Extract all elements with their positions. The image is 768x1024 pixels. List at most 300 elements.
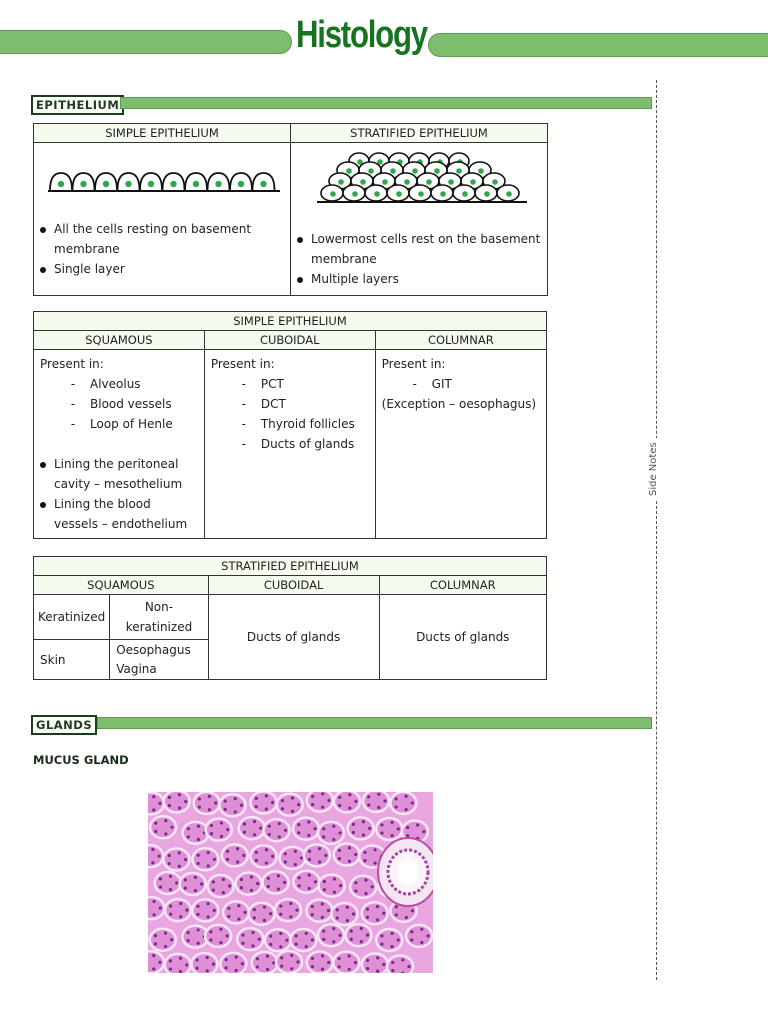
keratinized-site: Skin [34, 640, 110, 680]
acinus-nucleus [322, 835, 325, 838]
acinus-nucleus [226, 858, 229, 861]
acinus-nucleus [348, 954, 351, 957]
stratified-epithelium-drawing [291, 143, 547, 213]
acinus-nucleus [240, 878, 243, 881]
acinus-nucleus [348, 806, 351, 809]
acinus-nucleus [327, 909, 330, 912]
acinus-nucleus [206, 956, 209, 959]
acinus-nucleus [168, 804, 171, 807]
acinus-nucleus [151, 848, 154, 851]
acinus-nucleus [236, 847, 239, 850]
acinus-nucleus [243, 831, 246, 834]
acinus-nucleus [265, 848, 268, 851]
acinus-nucleus [354, 961, 357, 964]
cell-nucleus [352, 191, 358, 197]
acinus-nucleus [367, 803, 370, 806]
acinus-nucleus [296, 960, 299, 963]
acinus-nucleus [352, 823, 355, 826]
acinus-nucleus [294, 942, 297, 945]
acinus-nucleus [321, 968, 324, 971]
cell-nucleus [418, 191, 424, 197]
acinus-nucleus [256, 957, 259, 960]
cell-nucleus [484, 191, 490, 197]
acinus-nucleus [348, 860, 351, 863]
acinus-nucleus [324, 854, 327, 857]
acinus-nucleus [178, 851, 181, 854]
acinus-nucleus [184, 800, 187, 803]
acinus-nucleus [289, 902, 292, 905]
columnar-cell [375, 350, 546, 539]
acinus-nucleus [333, 877, 336, 880]
acinus-nucleus [290, 954, 293, 957]
acinus-nucleus [322, 827, 325, 830]
acinus-nucleus [280, 956, 283, 959]
cell-nucleus [330, 191, 336, 197]
acinus [148, 845, 163, 867]
acinus-nucleus [377, 806, 380, 809]
epithelium-section-bar [120, 97, 652, 109]
acinus-nucleus [196, 967, 199, 970]
acinus-nucleus [212, 963, 215, 966]
acinus-nucleus [169, 967, 172, 970]
acinus-nucleus [350, 938, 353, 941]
acinus-nucleus [280, 965, 283, 968]
acinus-nucleus [243, 822, 246, 825]
non-keratinized-sites [110, 640, 208, 680]
acinus-nucleus [390, 821, 393, 824]
acinus-nucleus [234, 797, 237, 800]
simple-point: All the cells resting on basement membrane [54, 219, 284, 259]
keratinized-label: Keratinized [34, 595, 110, 640]
stratified-header: STRATIFIED EPITHELIUM [291, 124, 548, 143]
acinus-nucleus [279, 913, 282, 916]
acinus-nucleus [406, 834, 409, 837]
acinus-nucleus [214, 801, 217, 804]
acinus-nucleus [277, 874, 280, 877]
acinus-nucleus [200, 882, 203, 885]
acinus-nucleus [382, 963, 385, 966]
acinus-nucleus [376, 970, 379, 973]
acinus-nucleus [170, 938, 173, 941]
acinus-nucleus [269, 912, 272, 915]
acinus-nucleus [311, 913, 314, 916]
squamous-points [40, 454, 198, 534]
acinus-nucleus [266, 955, 269, 958]
acinus-nucleus [279, 932, 282, 935]
acinus-nucleus [354, 881, 357, 884]
acinus-nucleus [269, 943, 272, 946]
simple-epithelium-table [33, 311, 547, 539]
acinus-nucleus [159, 907, 162, 910]
acinus-nucleus [224, 808, 227, 811]
acinus-nucleus [235, 969, 238, 972]
stratified-cell [291, 143, 548, 296]
acinus-nucleus [318, 847, 321, 850]
acinus-nucleus [164, 832, 167, 835]
acinus-nucleus [175, 881, 178, 884]
acinus-nucleus [397, 938, 400, 941]
acinus-nucleus [281, 799, 284, 802]
stratified-columnar-value: Ducts of glands [379, 595, 546, 680]
present-in-label: Present in: [381, 357, 446, 371]
acinus-nucleus [323, 888, 326, 891]
squamous-item: - Alveolus [62, 374, 198, 394]
acinus-nucleus [416, 823, 419, 826]
col-columnar: COLUMNAR [375, 331, 546, 350]
stratified-epithelium-table [33, 556, 547, 680]
acinus-nucleus [354, 889, 357, 892]
acinus-nucleus [234, 810, 237, 813]
acinus-nucleus [394, 805, 397, 808]
acinus-nucleus [184, 858, 187, 861]
acinus-nucleus [395, 905, 398, 908]
acinus-nucleus [227, 907, 230, 910]
acinus-nucleus [206, 915, 209, 918]
acinus-nucleus [219, 941, 222, 944]
acinus-nucleus [338, 849, 341, 852]
acinus-nucleus [259, 827, 262, 830]
acinus-nucleus [208, 808, 211, 811]
acinus-nucleus [336, 908, 339, 911]
acinus-nucleus [321, 902, 324, 905]
cell-nucleus [404, 179, 410, 185]
cuboidal-item: - Ducts of glands [233, 434, 369, 454]
simple-table-title: SIMPLE EPITHELIUM [34, 312, 547, 331]
acinus-nucleus [411, 801, 414, 804]
mucus-gland-micrograph [148, 792, 433, 973]
acinus-nucleus [154, 934, 157, 937]
acinus-nucleus [390, 932, 393, 935]
col-cuboidal: CUBOIDAL [204, 331, 375, 350]
acinus-nucleus [265, 861, 268, 864]
acinus-nucleus [253, 916, 256, 919]
acinus-nucleus [170, 826, 173, 829]
acinus-nucleus [271, 855, 274, 858]
acinus-nucleus [179, 902, 182, 905]
cell-nucleus [368, 168, 374, 174]
cell-nucleus [448, 179, 454, 185]
acinus-nucleus [242, 854, 245, 857]
acinus-nucleus [212, 889, 215, 892]
acinus-nucleus [395, 913, 398, 916]
acinus-nucleus [401, 958, 404, 961]
acinus-nucleus [196, 913, 199, 916]
acinus-nucleus [206, 969, 209, 972]
acinus-nucleus [364, 892, 367, 895]
acinus-nucleus [322, 938, 325, 941]
acinus-nucleus [410, 930, 413, 933]
acinus-nucleus [362, 820, 365, 823]
duct [378, 838, 433, 906]
acinus-nucleus [321, 954, 324, 957]
acinus-nucleus [158, 855, 161, 858]
acinus-nucleus [186, 939, 189, 942]
acinus-nucleus [281, 807, 284, 810]
acinus-nucleus [311, 803, 314, 806]
acinus-nucleus [278, 835, 281, 838]
acinus-nucleus [194, 889, 197, 892]
acinus-nucleus [263, 905, 266, 908]
acinus-nucleus [253, 833, 256, 836]
acinus-nucleus [394, 797, 397, 800]
acinus-nucleus [197, 928, 200, 931]
acinus-nucleus [352, 831, 355, 834]
acinus-nucleus [321, 792, 324, 795]
acinus-nucleus [207, 851, 210, 854]
cell-nucleus [462, 191, 468, 197]
acinus-nucleus [253, 908, 256, 911]
acinus-nucleus [348, 968, 351, 971]
acinus-nucleus [308, 874, 311, 877]
glands-section-bar [97, 717, 652, 729]
acinus-nucleus [206, 902, 209, 905]
acinus-nucleus [373, 862, 376, 865]
acinus-nucleus [336, 916, 339, 919]
col-squamous: SQUAMOUS [34, 331, 205, 350]
acinus-nucleus [250, 875, 253, 878]
simple-cell [34, 143, 291, 296]
acinus-nucleus [363, 851, 366, 854]
acinus-nucleus [383, 799, 386, 802]
acinus-nucleus [198, 797, 201, 800]
acinus-nucleus [152, 954, 155, 957]
acinus-nucleus [267, 885, 270, 888]
acinus-nucleus [197, 854, 200, 857]
acinus-nucleus [308, 858, 311, 861]
acinus-nucleus [222, 878, 225, 881]
acinus-nucleus [380, 823, 383, 826]
acinus-nucleus [338, 796, 341, 799]
stratified-table-title: STRATIFIED EPITHELIUM [34, 557, 547, 576]
acinus-nucleus [410, 938, 413, 941]
acinus-nucleus [255, 805, 258, 808]
acinus-nucleus [366, 959, 369, 962]
acinus-nucleus [289, 915, 292, 918]
cell-nucleus [434, 168, 440, 174]
acinus-nucleus [241, 933, 244, 936]
acinus-nucleus [158, 961, 161, 964]
acinus-nucleus [346, 906, 349, 909]
acinus-nucleus [213, 858, 216, 861]
stratified-point: Multiple layers [311, 269, 541, 289]
cell-nucleus [148, 181, 154, 187]
acinus-nucleus [225, 958, 228, 961]
acinus-nucleus [311, 905, 314, 908]
acinus-nucleus [226, 828, 229, 831]
acinus-nucleus [298, 884, 301, 887]
acinus-nucleus [360, 927, 363, 930]
acinus-nucleus [397, 827, 400, 830]
acinus-nucleus [297, 823, 300, 826]
acinus-nucleus [332, 838, 335, 841]
acinus-nucleus [265, 794, 268, 797]
acinus-nucleus [311, 957, 314, 960]
glands-section-label: GLANDS [31, 715, 97, 735]
acinus-nucleus [222, 891, 225, 894]
acinus-nucleus [290, 967, 293, 970]
acinus-nucleus [322, 930, 325, 933]
cuboidal-item: - Thyroid follicles [233, 414, 369, 434]
acinus-nucleus [307, 834, 310, 837]
cell-nucleus [215, 181, 221, 187]
acinus-nucleus [297, 803, 300, 806]
acinus-nucleus [279, 904, 282, 907]
acinus-nucleus [367, 795, 370, 798]
acinus-nucleus [152, 967, 155, 970]
acinus-nucleus [371, 885, 374, 888]
acinus-nucleus [407, 965, 410, 968]
acinus-nucleus [380, 942, 383, 945]
cuboidal-item: - DCT [233, 394, 369, 414]
acinus-nucleus [314, 880, 317, 883]
simple-epithelium-drawing [34, 143, 290, 203]
cell-nucleus [478, 168, 484, 174]
acinus-nucleus [241, 942, 244, 945]
acinus-nucleus [350, 929, 353, 932]
cell-nucleus [470, 179, 476, 185]
acinus-nucleus [209, 930, 212, 933]
acinus-nucleus [338, 857, 341, 860]
acinus-nucleus [321, 916, 324, 919]
acinus-nucleus [390, 834, 393, 837]
acinus-nucleus [271, 801, 274, 804]
acinus-nucleus [348, 846, 351, 849]
acinus-nucleus [212, 880, 215, 883]
acinus-nucleus [294, 863, 297, 866]
acinus-nucleus [164, 945, 167, 948]
acinus-nucleus [327, 961, 330, 964]
acinus-nucleus [185, 963, 188, 966]
squamous-cell [34, 350, 205, 539]
cell-nucleus [506, 191, 512, 197]
acinus-nucleus [169, 888, 172, 891]
acinus-nucleus [185, 909, 188, 912]
acinus-nucleus [294, 934, 297, 937]
acinus-nucleus [187, 835, 190, 838]
col-cuboidal: CUBOIDAL [208, 576, 379, 595]
simple-point: Single layer [54, 259, 284, 279]
acinus-nucleus [332, 940, 335, 943]
acinus-nucleus [366, 908, 369, 911]
non-keratinized-label: Non-keratinized [110, 595, 208, 640]
acinus-nucleus [284, 852, 287, 855]
acinus-nucleus [279, 945, 282, 948]
cell-nucleus [492, 179, 498, 185]
acinus-nucleus [178, 865, 181, 868]
acinus [387, 956, 413, 973]
acinus-nucleus [390, 945, 393, 948]
acinus-nucleus [307, 820, 310, 823]
acinus-nucleus [197, 825, 200, 828]
cell-nucleus [382, 179, 388, 185]
non-keratinized-site: Vagina [116, 661, 157, 676]
acinus-nucleus [373, 848, 376, 851]
acinus-nucleus [159, 885, 162, 888]
acinus-nucleus [236, 860, 239, 863]
acinus-nucleus [354, 800, 357, 803]
title-band-left [0, 30, 292, 54]
acinus-nucleus [364, 879, 367, 882]
acinus-nucleus [376, 956, 379, 959]
acinus-nucleus [256, 882, 259, 885]
acinus-nucleus [277, 887, 280, 890]
acinus-nucleus [240, 804, 243, 807]
acinus-nucleus [267, 877, 270, 880]
col-squamous: SQUAMOUS [34, 576, 209, 595]
acinus-nucleus [159, 877, 162, 880]
cell-nucleus [58, 181, 64, 187]
acinus-nucleus [327, 799, 330, 802]
acinus-nucleus [226, 934, 229, 937]
acinus-nucleus [420, 941, 423, 944]
epithelium-section-label: EPITHELIUM [31, 95, 124, 115]
acinus-nucleus [338, 957, 341, 960]
acinus-nucleus [186, 931, 189, 934]
acinus-nucleus [220, 821, 223, 824]
acinus-nucleus [179, 915, 182, 918]
acinus-nucleus [269, 935, 272, 938]
acinus-nucleus [197, 838, 200, 841]
present-in-label: Present in: [210, 357, 275, 371]
squamous-item: - Blood vessels [62, 394, 198, 414]
stratified-point: Lowermost cells rest on the basement membrane [311, 229, 541, 269]
cuboidal-item: - PCT [233, 374, 369, 394]
acinus-nucleus [253, 820, 256, 823]
cell-nucleus [374, 191, 380, 197]
acinus-nucleus [158, 802, 161, 805]
non-keratinized-site: Oesophagus [116, 642, 191, 657]
acinus-nucleus [209, 938, 212, 941]
cell-nucleus [360, 179, 366, 185]
cell-nucleus [346, 168, 352, 174]
acinus-nucleus [406, 826, 409, 829]
acinus-nucleus [224, 800, 227, 803]
acinus-nucleus [164, 819, 167, 822]
acinus-nucleus [294, 850, 297, 853]
acinus-nucleus [362, 833, 365, 836]
acinus-nucleus [348, 793, 351, 796]
acinus-nucleus [354, 853, 357, 856]
acinus-nucleus [360, 940, 363, 943]
acinus-nucleus [213, 909, 216, 912]
side-notes-divider [656, 80, 657, 980]
acinus-nucleus [178, 807, 181, 810]
acinus-nucleus [297, 831, 300, 834]
epithelium-compare-table [33, 123, 548, 296]
acinus-nucleus [382, 912, 385, 915]
acinus-nucleus [154, 830, 157, 833]
cell-nucleus [103, 181, 109, 187]
acinus-nucleus [338, 965, 341, 968]
acinus-nucleus [153, 913, 156, 916]
acinus-nucleus [411, 909, 414, 912]
acinus-nucleus [313, 827, 316, 830]
acinus-nucleus [305, 932, 308, 935]
acinus-nucleus [376, 918, 379, 921]
cell-nucleus [338, 179, 344, 185]
cell-nucleus [193, 181, 199, 187]
acinus-nucleus [198, 806, 201, 809]
acinus-nucleus [244, 911, 247, 914]
acinus-nucleus [168, 862, 171, 865]
cell-nucleus [260, 181, 266, 187]
acinus-nucleus [368, 827, 371, 830]
acinus-nucleus [366, 934, 369, 937]
acinus-nucleus [377, 793, 380, 796]
title-band-right [428, 33, 768, 57]
acinus-nucleus [308, 887, 311, 890]
acinus-nucleus [255, 851, 258, 854]
